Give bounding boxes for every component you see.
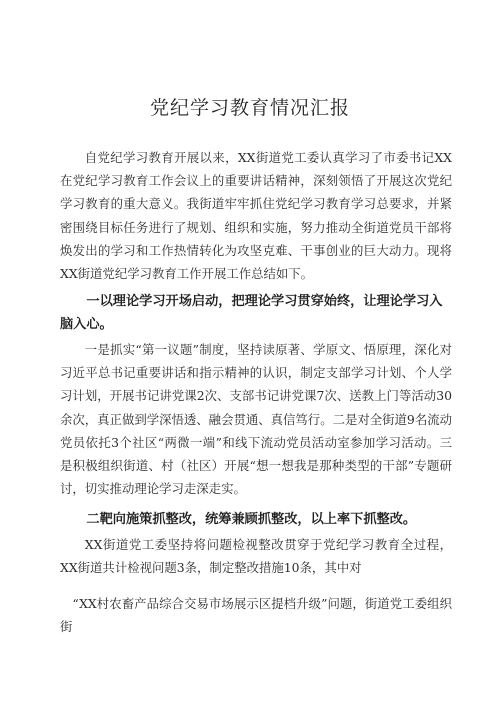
section-2-text: XX街道党工委坚持将问题检视整改贯穿于党纪学习教育全过程，XX街道共计检视问题3条，制定整改措施10条，其中对 xyxy=(60,537,452,576)
intro-text: 自党纪学习教育开展以来，XX街道党工委认真学习了市委书记XX在党纪学习教育工作会议上的重要讲话精神，深刻领悟了开展这次党纪学习教育的重大意义。我街道牢牢抓住党纪学习教育学习总要求，并紧密围绕目标任务进行了规划、组织和实施，努力推动全街道党员干部将焕发出的学习和工作热情转化为攻坚克难、干事创业的巨大动力。现将XX街道党纪学习教育工作开展工作总结如下。 xyxy=(60,150,452,282)
intro-paragraph xyxy=(60,146,452,285)
section-1-heading xyxy=(60,290,452,336)
section-2-body xyxy=(60,533,452,579)
section-2-heading xyxy=(60,508,452,531)
section-1-text: 一是抓实“第一议题”制度，坚持读原著、学原文、悟原理，深化对习近平总书记重要讲话和指示精神的认识，制定支部学习计划、个人学习计划，开展书记讲党课2次、支部书记讲党课7次、送教上门等活动30余次，真正做到学深悟透、融会贯通、真信笃行。二是对全街道9名流动党员依托3个社区“两微一端”和线下流动党员活动室参加学习活动。三是积极组织街道、村（社区）开展“想一想我是那种类型的干部”专题研讨，切实推动理论学习走深走实。 xyxy=(60,342,452,497)
section-1-body xyxy=(60,338,452,500)
section-2-heading-text: 靶向施策抓整改，统筹兼顾抓整改，以上率下抓整改。 xyxy=(99,512,417,527)
section-1-number: 一 xyxy=(86,294,100,309)
section-2-number: 二 xyxy=(86,512,100,527)
section-2-body-continued xyxy=(60,592,452,638)
section-1-heading-text: 以理论学习开场启动，把理论学习贯穿始终，让理论学习入脑入心。 xyxy=(60,294,443,333)
document-title: 党纪学习教育情况汇报 xyxy=(149,97,350,119)
section-2-text-continued: “XX村农畜产品综合交易市场展示区提档升级”问题，街道党工委组织街 xyxy=(60,596,452,635)
